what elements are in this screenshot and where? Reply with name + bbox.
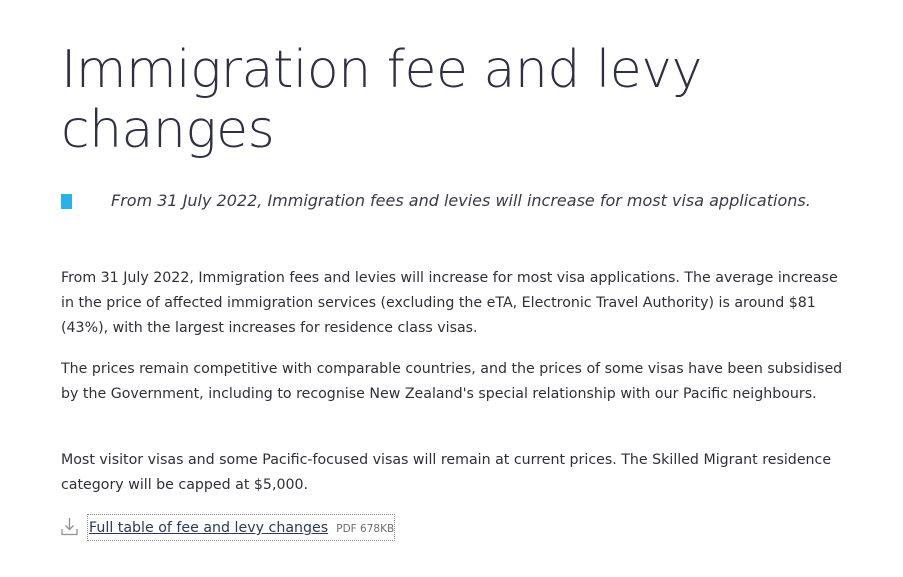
file-meta <box>336 523 394 535</box>
download-link[interactable] <box>87 514 395 541</box>
download-icon <box>61 517 78 536</box>
download-link-row[interactable] <box>61 514 401 542</box>
lead-summary <box>61 188 851 214</box>
accent-bar <box>61 194 72 209</box>
body-paragraph-1: From 31 July 2022, Immigration fees and levies will increase for most visa applications. The average increase in the price of affected immigration services (excluding the eTA, Electronic Travel Authority) is around $81 (43%), with the largest increases for residence class visas. <box>61 270 838 336</box>
page-title: Immigration fee and levy changes <box>61 40 702 160</box>
body-paragraph-3: Most visitor visas and some Pacific-focused visas will remain at current prices. The Skilled Migrant residence category will be capped at $5,000. <box>61 452 832 493</box>
lead-text: From 31 July 2022, Immigration fees and levies will increase for most visa applications. <box>111 191 811 210</box>
file-size: 678KB <box>360 523 395 535</box>
body-paragraph-2: The prices remain competitive with comparable countries, and the prices of some visas have been subsidised by the Government, including to recognise New Zealand's special relationship with our Pacific neighbours. <box>61 361 843 402</box>
file-type: PDF <box>336 523 357 535</box>
download-link-label[interactable]: Full table of fee and levy changes <box>89 520 329 536</box>
